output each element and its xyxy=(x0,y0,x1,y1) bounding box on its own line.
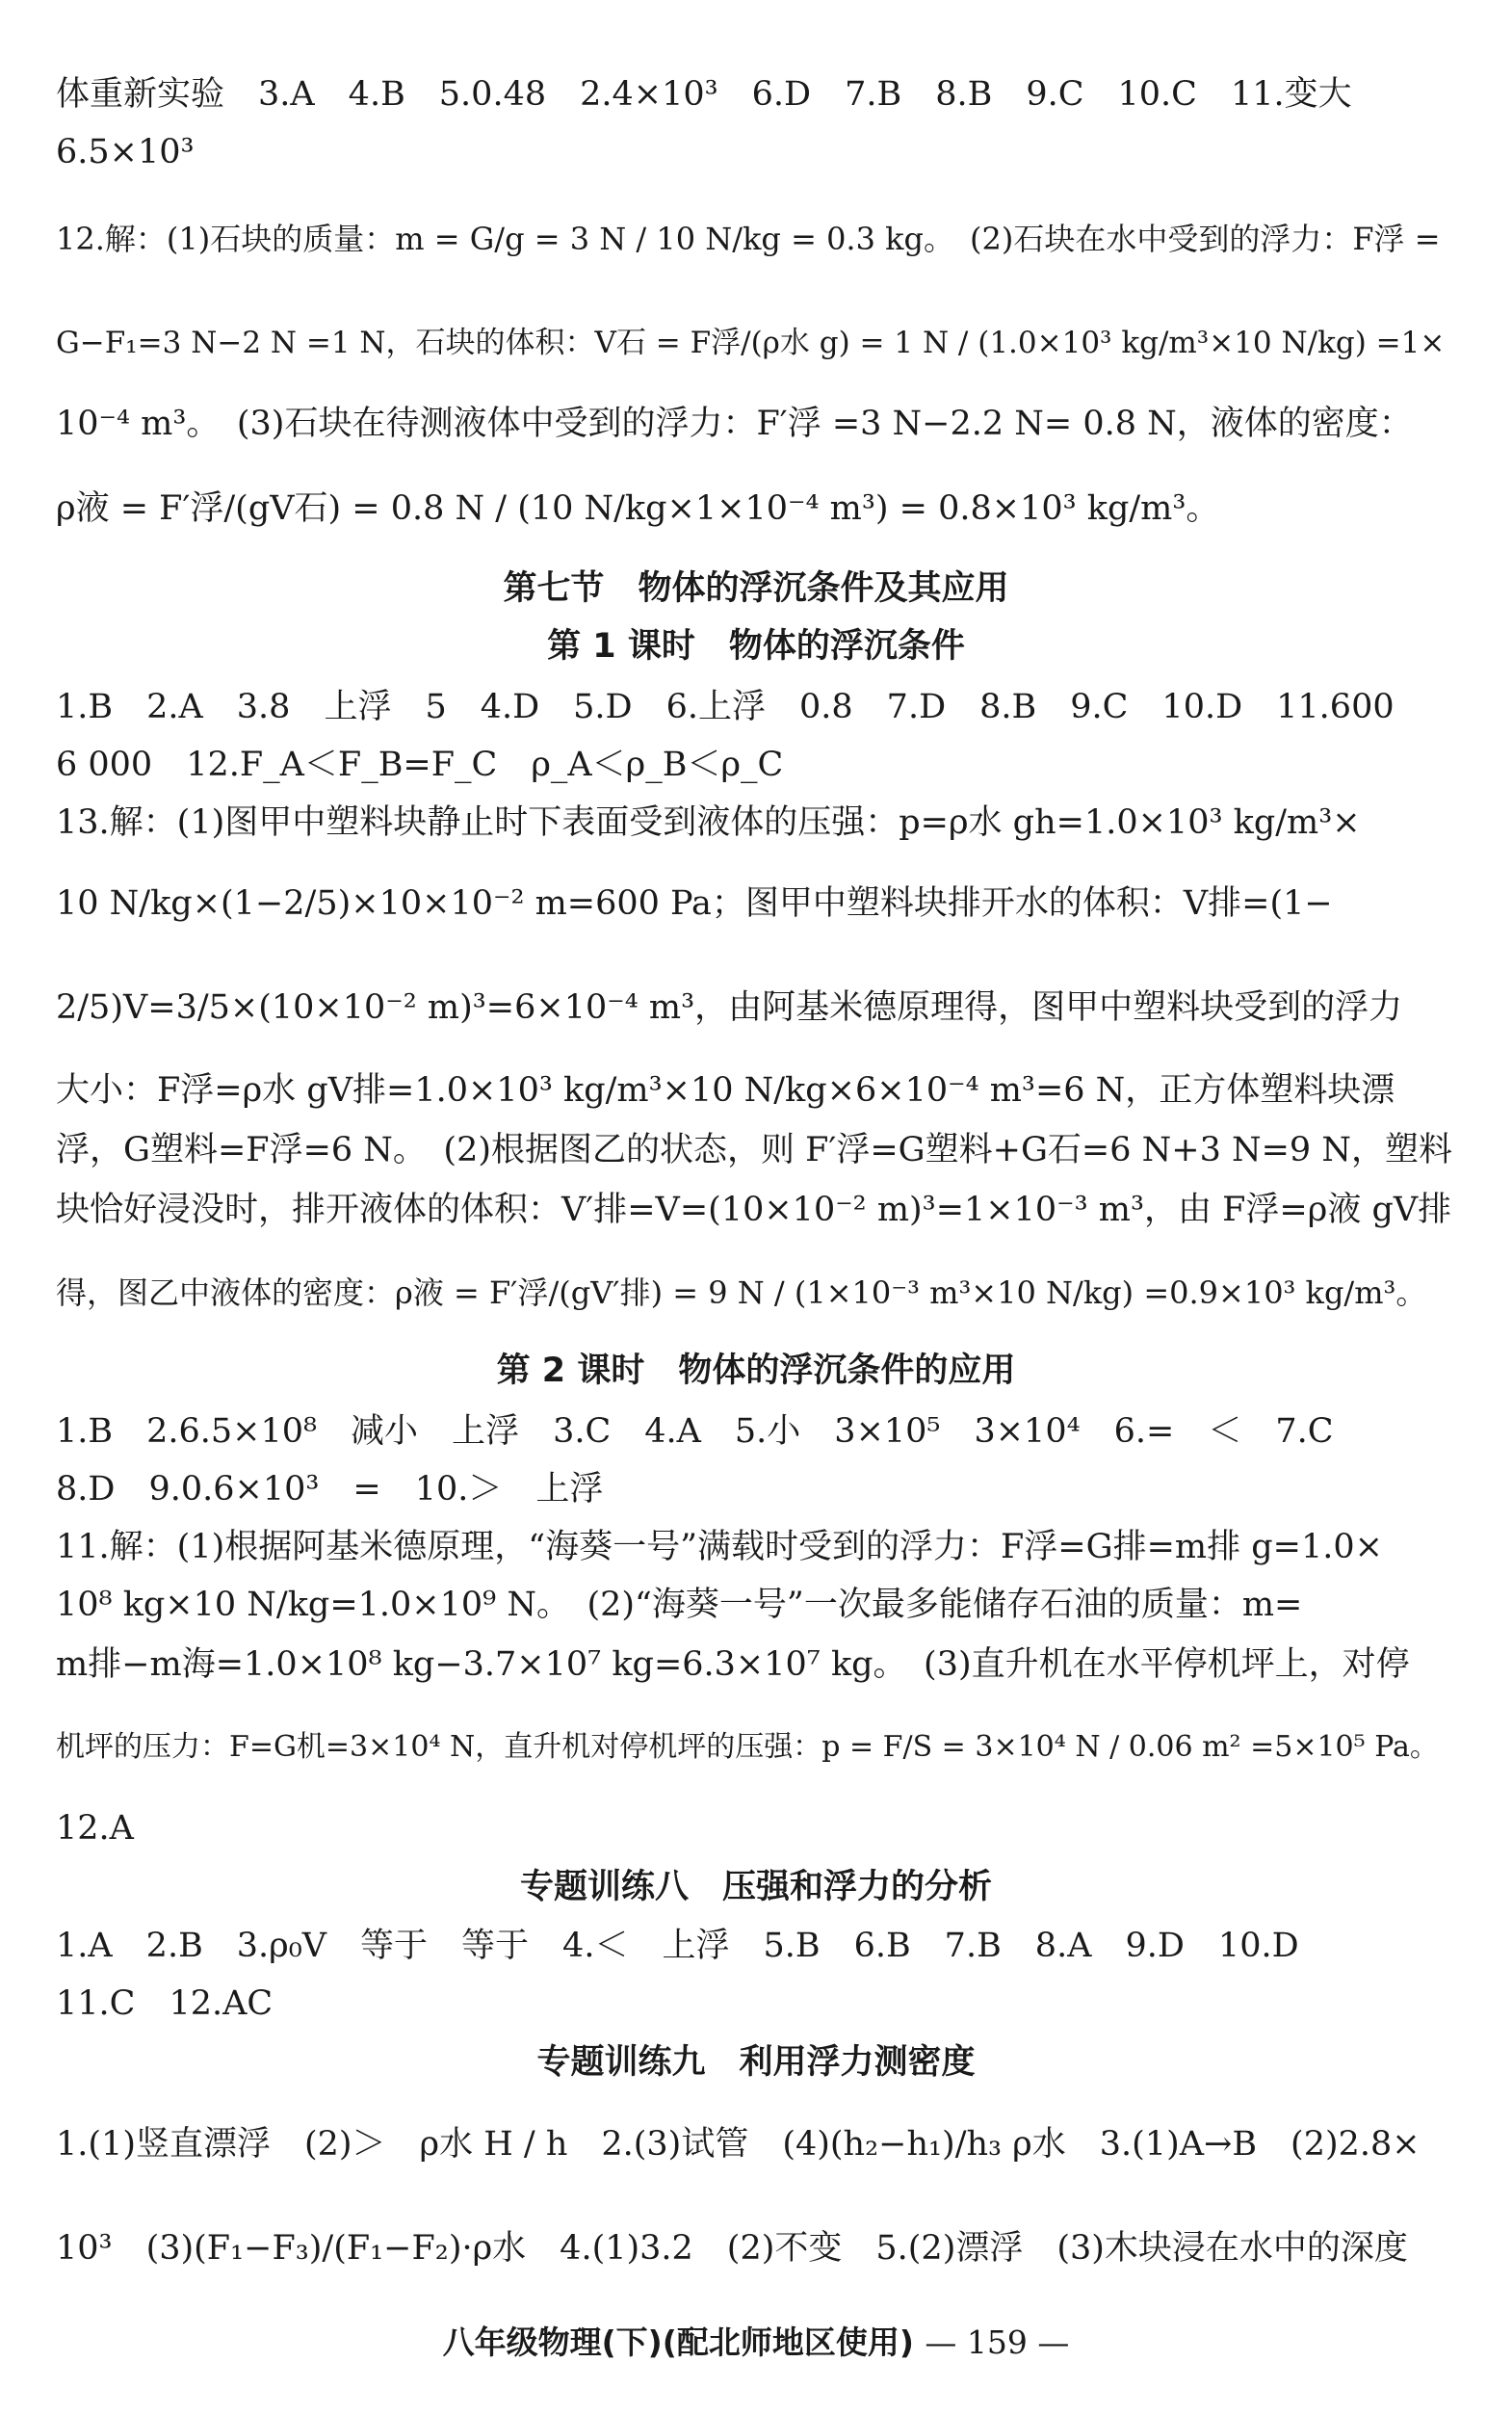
lesson-heading: 第 1 课时 物体的浮沉条件 xyxy=(547,627,965,666)
footer-title: 八年级物理(下)(配北师地区使用) xyxy=(442,2323,914,2361)
topic-heading: 专题训练八 压强和浮力的分析 xyxy=(519,1868,992,1906)
text-line: 6 000 12.F_A＜F_B=F_C ρ_A＜ρ_B＜ρ_C xyxy=(56,746,784,784)
text-line: 得，图乙中液体的密度：ρ液 = F′浮/(gV′排) = 9 N / (1×10⁻³ m³×10 N/kg) =0.9×10³ kg/m³。 xyxy=(56,1274,1427,1311)
text-line: 1.B 2.6.5×10⁸ 减小 上浮 3.C 4.A 5.小 3×10⁵ 3×10⁴ 6.= ＜ 7.C xyxy=(56,1412,1334,1451)
text-line: 机坪的压力：F=G机=3×10⁴ N，直升机对停机坪的压强：p = F/S = 3×10⁴ N / 0.06 m² =5×10⁵ Pa。 xyxy=(56,1730,1439,1764)
text-line: 10⁸ kg×10 N/kg=1.0×10⁹ N。 (2)“海葵一号”一次最多能储存石油的质量：m= xyxy=(56,1586,1303,1624)
text-line: G−F₁=3 N−2 N =1 N，石块的体积：V石 = F浮/(ρ水 g) = 1 N / (1.0×10³ kg/m³×10 N/kg) =1× xyxy=(56,326,1446,360)
lesson-heading: 第 2 课时 物体的浮沉条件的应用 xyxy=(496,1352,1016,1390)
text-line: 10 N/kg×(1−2/5)×10×10⁻² m=600 Pa；图甲中塑料块排开水的体积：V排=(1− xyxy=(56,884,1333,923)
text-line: 体重新实验 3.A 4.B 5.0.48 2.4×10³ 6.D 7.B 8.B 9.C 10.C 11.变大 xyxy=(56,75,1352,114)
section-heading: 第七节 物体的浮沉条件及其应用 xyxy=(503,569,1009,608)
text-line: 10⁻⁴ m³。 (3)石块在待测液体中受到的浮力：F′浮 =3 N−2.2 N= 0.8 N，液体的密度： xyxy=(56,405,1413,443)
text-line: 8.D 9.0.6×10³ = 10.＞ 上浮 xyxy=(56,1470,604,1509)
text-line: 12.A xyxy=(56,1809,134,1848)
text-line: 6.5×10³ xyxy=(56,133,195,171)
text-line: 块恰好浸没时，排开液体的体积：V′排=V=(10×10⁻² m)³=1×10⁻³ m³，由 F浮=ρ液 gV排 xyxy=(56,1191,1452,1229)
text-line: ρ液 = F′浮/(gV石) = 0.8 N / (10 N/kg×1×10⁻⁴ m³) = 0.8×10³ kg/m³。 xyxy=(56,489,1220,528)
text-line: 12.解：(1)石块的质量：m = G/g = 3 N / 10 N/kg = 0.3 kg。 (2)石块在水中受到的浮力：F浮 = xyxy=(56,221,1441,257)
page-number: — 159 — xyxy=(925,2323,1070,2361)
text-line: 1.A 2.B 3.ρ₀V 等于 等于 4.＜ 上浮 5.B 6.B 7.B 8.A 9.D 10.D xyxy=(56,1927,1299,1965)
text-line: 浮，G塑料=F浮=6 N。 (2)根据图乙的状态，则 F′浮=G塑料+G石=6 N+3 N=9 N，塑料 xyxy=(56,1131,1452,1169)
page-footer xyxy=(0,2318,1512,2363)
text-line: 1.B 2.A 3.8 上浮 5 4.D 5.D 6.上浮 0.8 7.D 8.B 9.C 10.D 11.600 xyxy=(56,688,1395,726)
text-line: 大小：F浮=ρ水 gV排=1.0×10³ kg/m³×10 N/kg×6×10⁻⁴ m³=6 N，正方体塑料块漂 xyxy=(56,1071,1395,1110)
topic-heading: 专题训练九 利用浮力测密度 xyxy=(536,2043,976,2082)
text-line: 11.解：(1)根据阿基米德原理，“海葵一号”满载时受到的浮力：F浮=G排=m排 g=1.0× xyxy=(56,1528,1383,1566)
text-line: 10³ (3)(F₁−F₃)/(F₁−F₂)·ρ水 4.(1)3.2 (2)不变 5.(2)漂浮 (3)木块浸在水中的深度 xyxy=(56,2229,1408,2268)
text-line: 11.C 12.AC xyxy=(56,1984,274,2023)
text-line: m排−m海=1.0×10⁸ kg−3.7×10⁷ kg=6.3×10⁷ kg。 (3)直升机在水平停机坪上，对停 xyxy=(56,1645,1410,1684)
text-line: 1.(1)竖直漂浮 (2)＞ ρ水 H / h 2.(3)试管 (4)(h₂−h₁)/h₃ ρ水 3.(1)A→B (2)2.8× xyxy=(56,2125,1421,2164)
text-line: 13.解：(1)图甲中塑料块静止时下表面受到液体的压强：p=ρ水 gh=1.0×10³ kg/m³× xyxy=(56,803,1361,842)
text-line: 2/5)V=3/5×(10×10⁻² m)³=6×10⁻⁴ m³，由阿基米德原理得，图甲中塑料块受到的浮力 xyxy=(56,988,1403,1027)
